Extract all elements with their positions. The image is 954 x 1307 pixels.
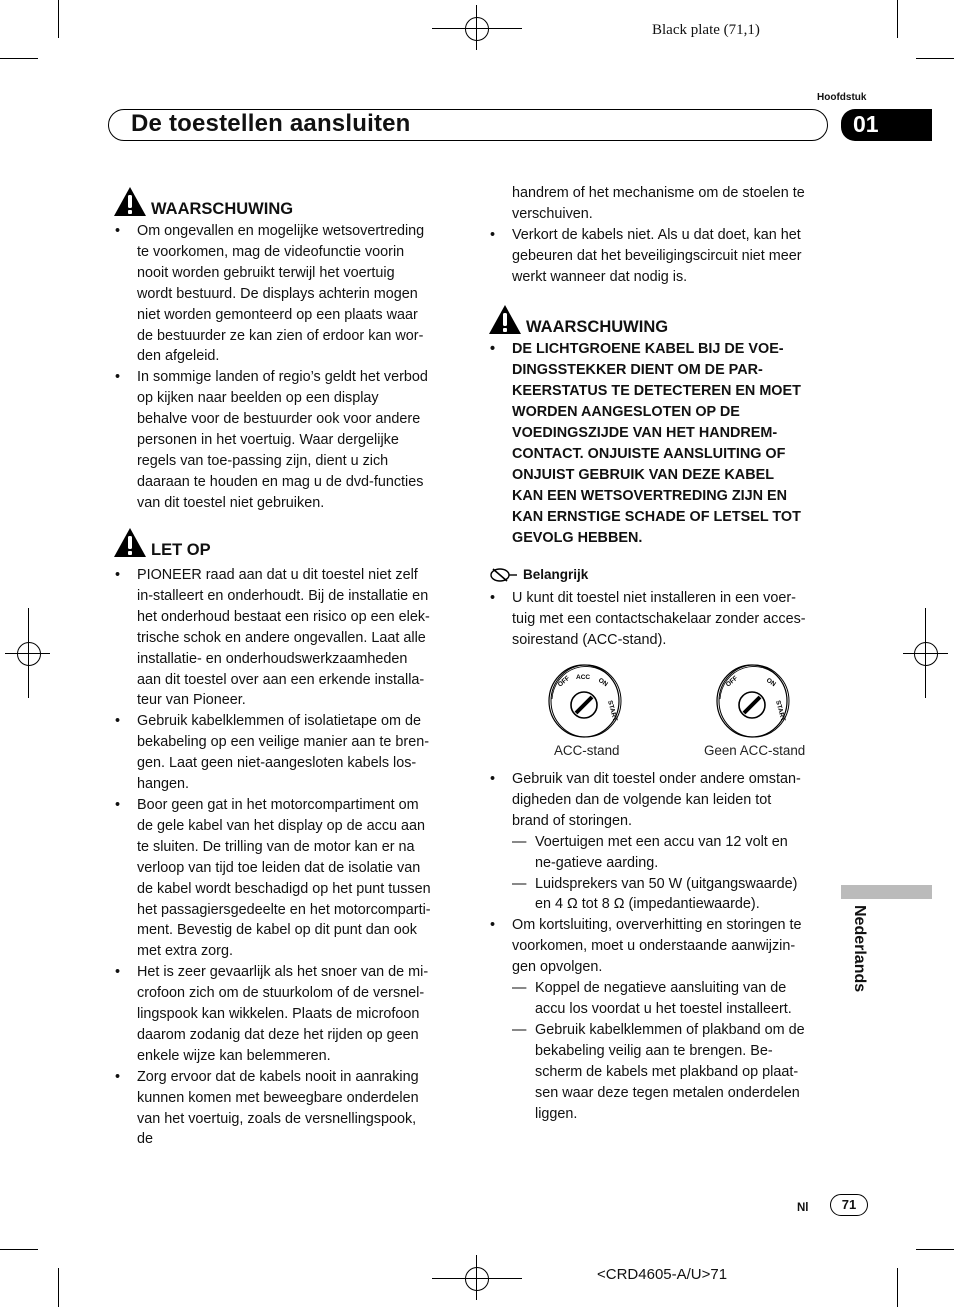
continued-text: handrem of het mechanisme om de stoelen te verschuiven. [512,185,805,222]
noacc-label-off: OFF [724,674,740,689]
sub-list-item: — Gebruik kabelklemmen of plakband om de bekabeling veilig aan te brengen. Be-scherm de kabels met plakband op plaat-sen waar deze tegen metalen onderdelen liggen. [512,1020,807,1125]
noacc-label-start: START [774,699,787,722]
chapter-label: Hoofdstuk [817,92,867,103]
warning-heading-left [113,186,293,217]
list-item: • In sommige landen of regio’s geldt het verbod op kijken naar beelden op een display behalve voor de bestuurder ook voor andere personen in het voertuig. Waar dergelijke regels van toe-passing zijn, dient u zich daaraan te houden en mag u de dvd-functies van dit toestel niet gebruiken. [112,367,432,513]
important-heading-text: Belangrijk [523,567,589,582]
list-item [487,915,807,1124]
list-item: • Het is zeer gevaarlijk als het snoer van de mi-crofoon zich om de stuurkolom of de versnel-lingspook kan wikkelen. Plaats de microfoon daarom zodanig dat deze het rijden op geen enkele wijze kan belemmeren. [112,962,432,1067]
crop-mark [916,1249,954,1250]
warning-heading-text: WAARSCHUWING [526,318,669,336]
ignition-switch-no-acc-illustration [714,663,798,739]
crop-mark [916,58,954,59]
language-code: Nl [797,1202,809,1214]
acc-label-start: START [606,699,619,722]
warning-triangle-icon [113,186,147,217]
important-icon [489,566,519,582]
warning-triangle-icon [488,304,522,335]
caution-list [112,565,432,1150]
language-tab [841,885,932,899]
figure-caption-no-acc: Geen ACC-stand [704,743,806,758]
noacc-label-on: ON [764,676,777,689]
requirements-list [487,769,807,1124]
warning-heading-right [488,304,668,335]
crop-mark [897,1268,898,1307]
list-item: • Verkort de kabels niet. Als u dat doet, kan het gebeuren dat het beveiligingscircuit niet meer werkt wanneer dat nodig is. [487,225,807,288]
list-item: • Boor geen gat in het motorcompartiment om de gele kabel van het display op de accu aan te sluiten. De trilling van de motor kan er na verloop van tijd toe leiden dat de isolatie van de kabel wordt beschadigd op het punt tussen het passagiersgedeelte en het motorcomparti-ment. Bevestig de kabel op dit punt dan ook met extra zorg. [112,795,432,962]
list-item: • U kunt dit toestel niet installeren in een voer-tuig met een contactschakelaar zonder acces-soirestand (ACC-stand). [487,588,807,651]
language-text: Nederlands [851,905,868,993]
list-item: • Zorg ervoor dat de kabels nooit in aanraking kunnen komen met beweegbare onderdelen van het voertuig, zoals de versnellingspook, de [112,1067,432,1151]
page-number: 71 [830,1194,868,1216]
sub-list-item: — Luidsprekers van 50 W (uitgangswaarde) en 4 Ω tot 8 Ω (impedantiewaarde). [512,874,807,916]
sub-list-item: — Voertuigen met een accu van 12 volt en ne-gatieve aarding. [512,832,807,874]
important-list [487,588,807,651]
document-code: <CRD4605-A/U>71 [597,1266,728,1283]
caution-heading-text: LET OP [151,541,211,559]
crop-mark [58,0,59,38]
page-title: De toestellen aansluiten [131,110,411,137]
list-item-text: • Gebruik van dit toestel onder andere omstan-digheden dan de volgende kan leiden tot brand of storingen. [512,771,801,829]
list-item: • Om ongevallen en mogelijke wetsovertreding te voorkomen, mag de videofunctie voorin nooit worden gebruikt terwijl het voertuig wordt bestuurd. De displays achterin mogen niet worden gemonteerd op een plaats waar de bestuurder ze kan zien of erdoor kan wor-den afgeleid. [112,221,432,367]
caution-heading [113,527,211,558]
acc-label-on: ON [596,676,609,689]
sub-list-item: — Koppel de negatieve aansluiting van de accu los voordat u het toestel installeert. [512,978,807,1020]
language-label [842,905,872,1015]
warning-bold-list [487,339,807,549]
ignition-switch-acc-illustration [546,663,630,739]
warning-list-left [112,221,432,514]
acc-label-acc: ACC [576,674,591,681]
continued-block [487,183,807,288]
warning-triangle-icon [113,527,147,558]
crop-mark [0,1249,38,1250]
figure-caption-acc: ACC-stand [554,743,620,758]
list-item-text: • Om kortsluiting, oververhitting en storingen te voorkomen, moet u onderstaande aanwijzin-gen opvolgen. [512,917,802,976]
crop-mark [0,58,38,59]
chapter-number-tab [841,109,932,141]
crop-mark [58,1268,59,1307]
acc-label-off: OFF [556,674,572,689]
crop-mark [897,0,898,38]
list-item: • DE LICHTGROENE KABEL BIJ DE VOE-DINGSSTEKKER DIENT OM DE PAR-KEERSTATUS TE DETECTEREN EN MOET WORDEN AANGESLOTEN OP DE VOEDINGSZIJDE VAN HET HANDREM-CONTACT. ONJUISTE AANSLUITING OF ONJUIST GEBRUIK VAN DEZE KABEL KAN EEN WETSOVERTREDING ZIJN EN KAN ERNSTIGE SCHADE OF LETSEL TOT GEVOLG HEBBEN. [487,339,807,549]
important-heading [489,566,588,582]
chapter-number: 01 [853,111,879,137]
plate-label: Black plate (71,1) [652,22,760,38]
list-item: • PIONEER raad aan dat u dit toestel niet zelf in-stalleert en onderhoudt. Bij de installatie en het onderhoud bestaat een risico op een elek-trische schok en andere ongevallen. Laat alle installatie- en onderhoudswerkzaamheden aan dit toestel over aan een erkende installa-teur van Pioneer. [112,565,432,711]
warning-heading-text: WAARSCHUWING [151,200,294,218]
list-item [487,769,807,915]
list-item: • Gebruik kabelklemmen of isolatietape om de bekabeling op een veilige manier aan te bren-gen. Laat geen niet-aangesloten kabels los-hangen. [112,711,432,795]
